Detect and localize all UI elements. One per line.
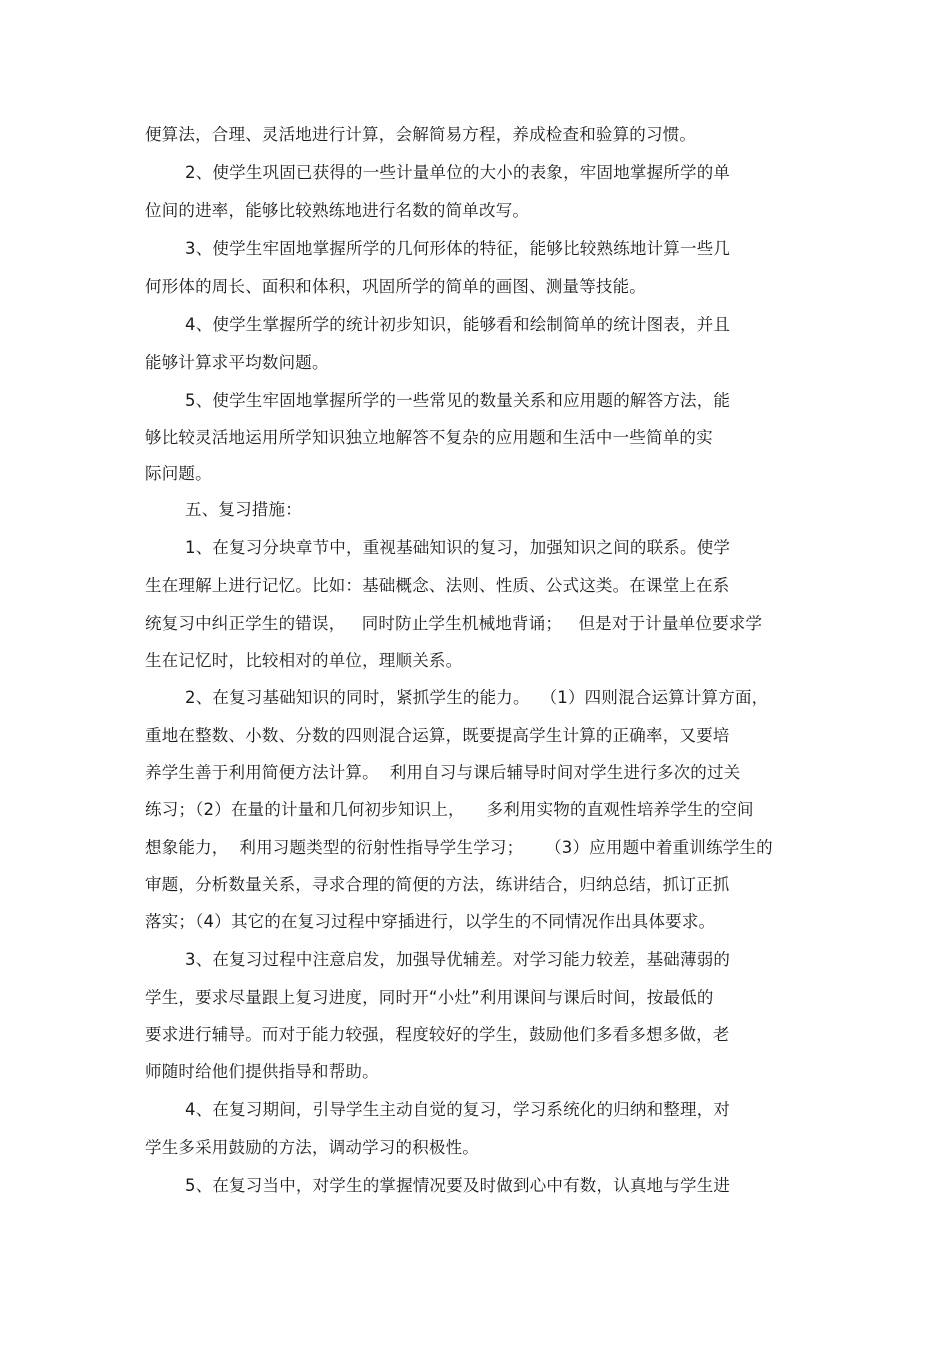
text-line: 学生，要求尽量跟上复习进度，同时开“小灶”利用课间与课后时间，按最低的 [145, 988, 714, 1007]
text-line: 4、使学生掌握所学的统计初步知识，能够看和绘制简单的统计图表，并且 [185, 315, 731, 334]
text-line: 统复习中纠正学生的错误， 同时防止学生机械地背诵； 但是对于计量单位要求学 [145, 614, 763, 633]
text-line: 养学生善于利用简便方法计算。 利用自习与课后辅导时间对学生进行多次的过关 [145, 763, 741, 782]
text-line: 位间的进率，能够比较熟练地进行名数的简单改写。 [145, 201, 530, 220]
text-line: 2、在复习基础知识的同时，紧抓学生的能力。 （1）四则混合运算计算方面， [185, 688, 769, 707]
text-line: 重地在整数、小数、分数的四则混合运算，既要提高学生计算的正确率，又要培 [145, 726, 730, 745]
text-line: 练习；（2）在量的计量和几何初步知识上， 多利用实物的直观性培养学生的空间 [145, 800, 754, 819]
text-line: 学生多采用鼓励的方法，调动学习的积极性。 [145, 1138, 479, 1157]
section-heading: 五、复习措施： [185, 500, 302, 519]
text-line: 际问题。 [145, 464, 212, 483]
text-line: 落实；（4）其它的在复习过程中穿插进行，以学生的不同情况作出具体要求。 [145, 912, 716, 931]
text-line: 5、在复习当中，对学生的掌握情况要及时做到心中有数，认真地与学生进 [185, 1176, 731, 1195]
text-line: 2、使学生巩固已获得的一些计量单位的大小的表象，牢固地掌握所学的单 [185, 163, 731, 182]
text-line: 何形体的周长、面积和体积，巩固所学的简单的画图、测量等技能。 [145, 277, 646, 296]
text-line: 1、在复习分块章节中，重视基础知识的复习，加强知识之间的联系。使学 [185, 538, 731, 557]
text-line: 生在理解上进行记忆。比如：基础概念、法则、性质、公式这类。在课堂上在系 [145, 576, 730, 595]
text-line: 5、使学生牢固地掌握所学的一些常见的数量关系和应用题的解答方法，能 [185, 391, 731, 410]
text-line: 3、在复习过程中注意启发，加强导优辅差。对学习能力较差，基础薄弱的 [185, 950, 731, 969]
text-line: 师随时给他们提供指导和帮助。 [145, 1062, 379, 1081]
text-line: 便算法，合理、灵活地进行计算，会解简易方程，养成检查和验算的习惯。 [145, 125, 697, 144]
text-line: 4、在复习期间，引导学生主动自觉的复习，学习系统化的归纳和整理，对 [185, 1100, 731, 1119]
text-line: 能够计算求平均数问题。 [145, 353, 329, 372]
text-line: 够比较灵活地运用所学知识独立地解答不复杂的应用题和生活中一些简单的实 [145, 428, 713, 447]
text-line: 想象能力， 利用习题类型的衍射性指导学生学习； （3）应用题中着重训练学生的 [145, 838, 773, 857]
text-line: 要求进行辅导。而对于能力较强，程度较好的学生，鼓励他们多看多想多做，老 [145, 1025, 730, 1044]
text-line: 审题，分析数量关系，寻求合理的简便的方法，练讲结合，归纳总结，抓订正抓 [145, 875, 730, 894]
text-line: 3、使学生牢固地掌握所学的几何形体的特征，能够比较熟练地计算一些几 [185, 239, 731, 258]
text-line: 生在记忆时，比较相对的单位，理顺关系。 [145, 651, 463, 670]
